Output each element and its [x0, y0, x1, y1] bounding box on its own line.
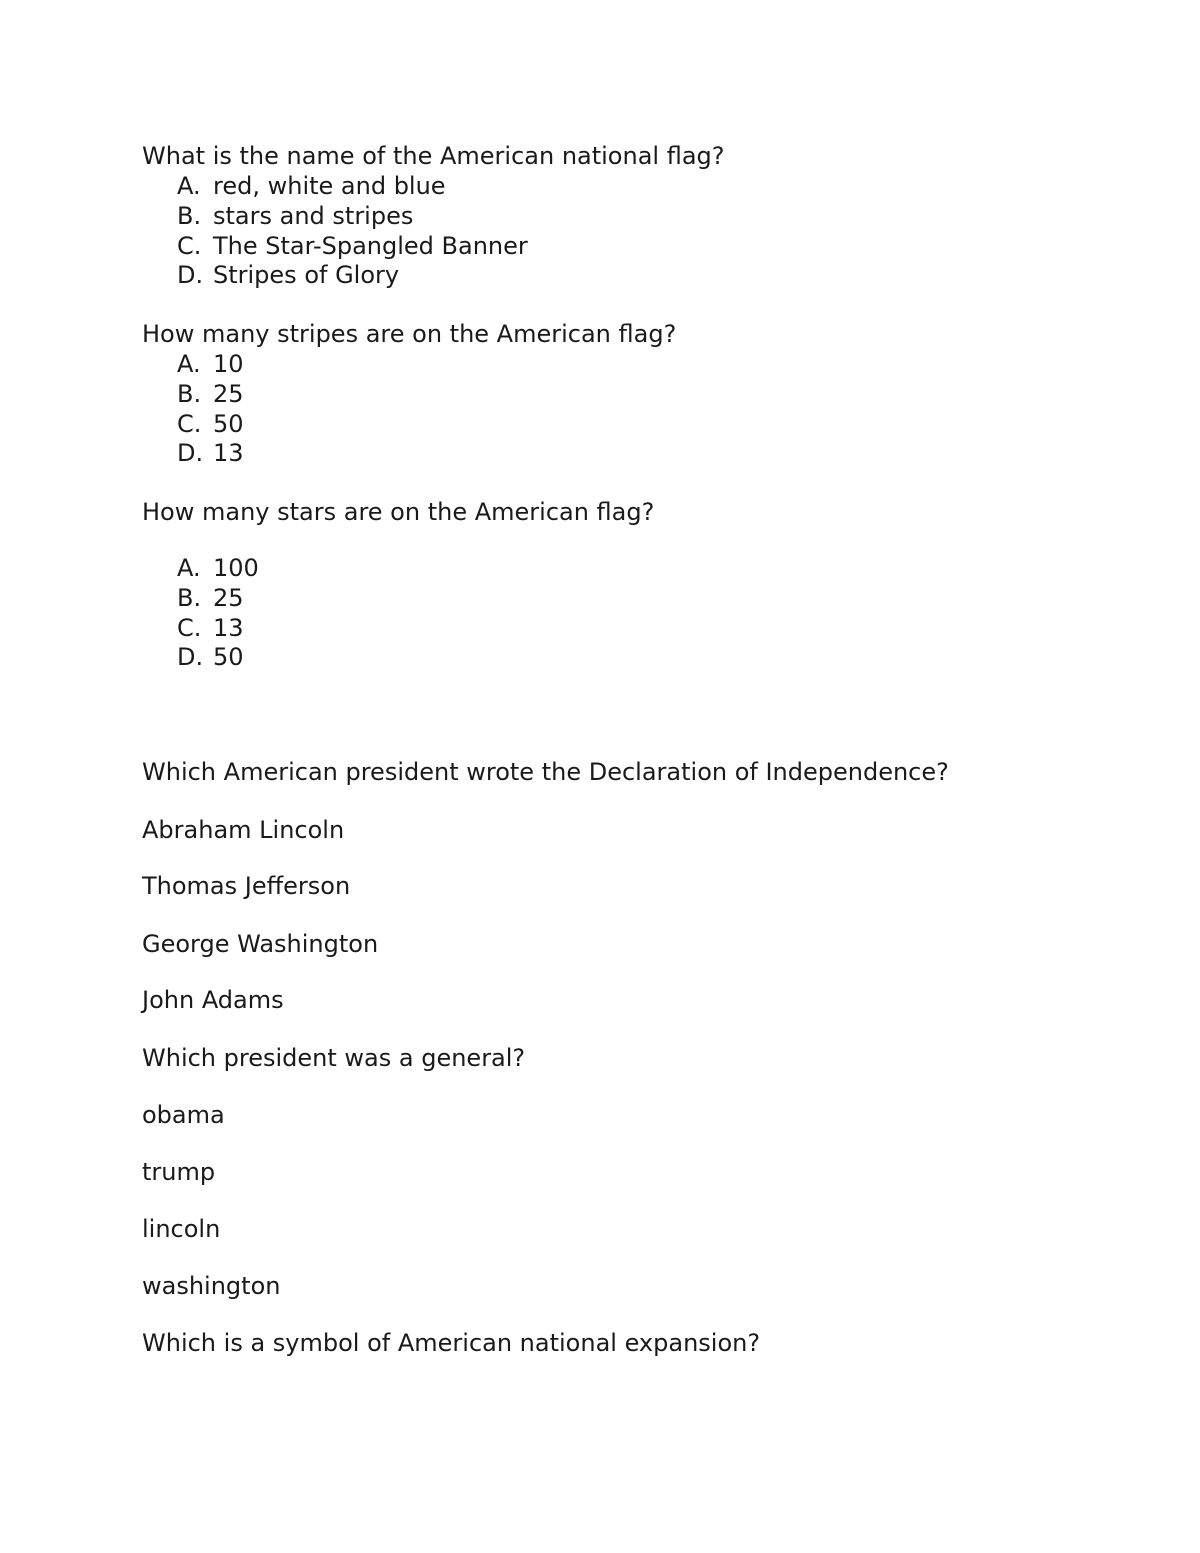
- option-letter: B.: [177, 202, 202, 230]
- option-text: 10: [213, 350, 244, 378]
- question-4-answer-4: John Adams: [142, 986, 284, 1014]
- option-letter: A.: [177, 172, 201, 200]
- question-6-text: Which is a symbol of American national expansion?: [142, 1329, 761, 1357]
- question-5-answer-1: obama: [142, 1101, 225, 1129]
- question-3-text: How many stars are on the American flag?: [142, 498, 655, 526]
- question-3-option-a: [177, 553, 259, 583]
- option-text: Stripes of Glory: [213, 261, 400, 289]
- question-4-text: Which American president wrote the Declaration of Independence?: [142, 758, 949, 786]
- question-5-answer-3: lincoln: [142, 1215, 221, 1243]
- question-2-option-d: [177, 438, 244, 468]
- option-text: 50: [213, 410, 244, 438]
- question-4-answer-3: George Washington: [142, 930, 379, 958]
- question-1-option-a: [177, 171, 446, 201]
- option-text: stars and stripes: [213, 202, 414, 230]
- option-letter: C.: [177, 614, 202, 642]
- question-1-option-d: [177, 260, 399, 290]
- option-text: The Star-Spangled Banner: [213, 232, 528, 260]
- option-letter: D.: [177, 439, 204, 467]
- question-2-option-c: [177, 409, 244, 439]
- question-1-option-c: [177, 231, 528, 261]
- question-1-option-b: [177, 201, 413, 231]
- question-2-text: How many stripes are on the American flag?: [142, 320, 677, 348]
- option-letter: B.: [177, 584, 202, 612]
- option-text: 25: [213, 584, 244, 612]
- question-2-option-a: [177, 349, 244, 379]
- option-text: 13: [213, 614, 244, 642]
- option-letter: A.: [177, 350, 201, 378]
- question-5-answer-4: washington: [142, 1272, 281, 1300]
- question-4-answer-2: Thomas Jefferson: [142, 872, 351, 900]
- question-4-answer-1: Abraham Lincoln: [142, 816, 345, 844]
- question-2-option-b: [177, 379, 244, 409]
- option-letter: D.: [177, 643, 204, 671]
- option-letter: A.: [177, 554, 201, 582]
- question-1-text: What is the name of the American national flag?: [142, 142, 725, 170]
- option-text: 100: [213, 554, 259, 582]
- option-letter: C.: [177, 232, 202, 260]
- option-letter: C.: [177, 410, 202, 438]
- option-letter: D.: [177, 261, 204, 289]
- question-3-option-b: [177, 583, 244, 613]
- option-text: 13: [213, 439, 244, 467]
- question-3-option-d: [177, 642, 244, 672]
- option-text: 25: [213, 380, 244, 408]
- question-3-option-c: [177, 613, 244, 643]
- option-text: 50: [213, 643, 244, 671]
- option-letter: B.: [177, 380, 202, 408]
- option-text: red, white and blue: [213, 172, 446, 200]
- question-5-text: Which president was a general?: [142, 1044, 526, 1072]
- question-5-answer-2: trump: [142, 1158, 216, 1186]
